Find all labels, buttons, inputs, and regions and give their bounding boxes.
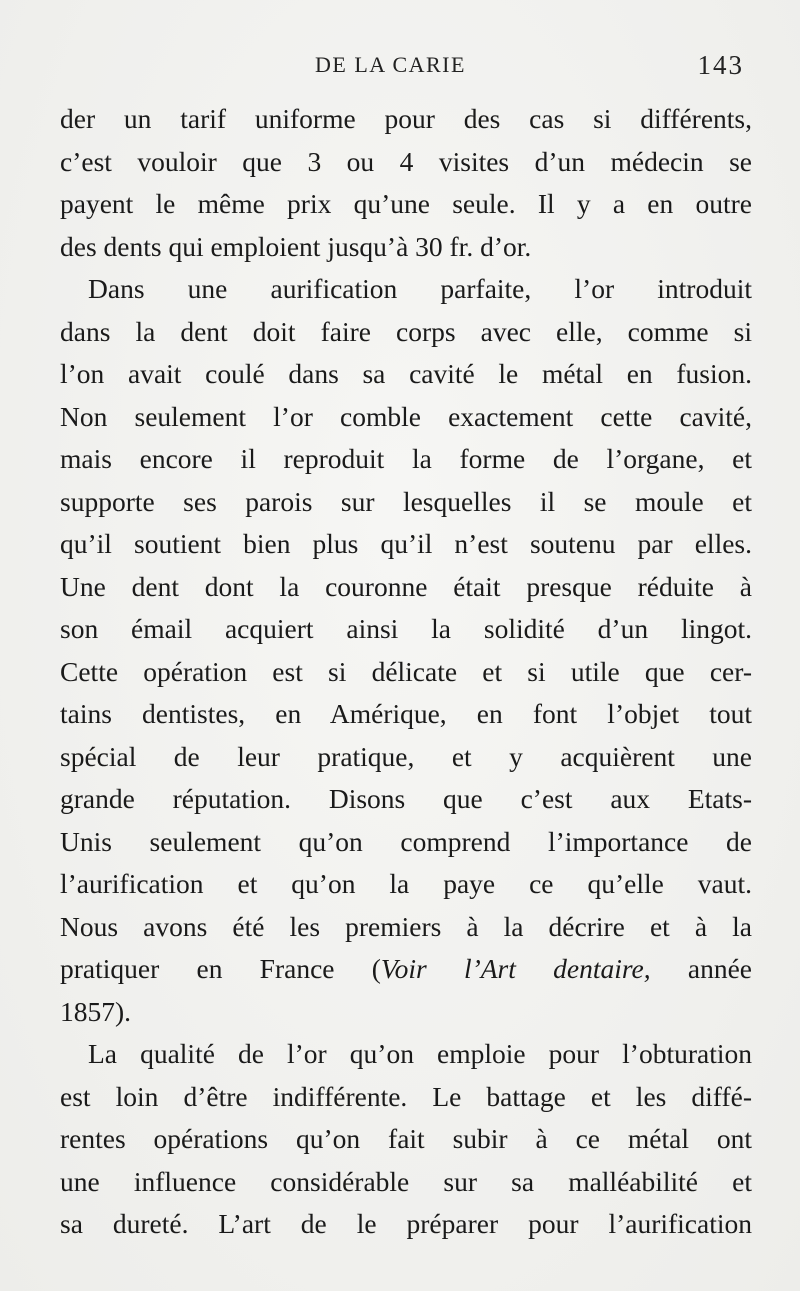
text-line: son émail acquiert ainsi la solidité d’un lingot. <box>60 613 752 644</box>
text-line: Non seulement l’or comble exactement cette cavité, <box>60 400 752 432</box>
citation-prefix: pratiquer en France ( <box>60 953 381 984</box>
text-line: rentes opérations qu’on fait subir à ce métal ont <box>60 1123 752 1154</box>
text-line: Cette opération est si délicate et si utile que cer- <box>60 655 752 687</box>
text-line-citation <box>60 948 752 991</box>
text-line: est loin d’être indifférente. Le battage et les diffé- <box>60 1080 752 1112</box>
text-line: des dents qui emploient jusqu’à 30 fr. d’or. <box>60 230 532 262</box>
text-line: der un tarif uniforme pour des cas si différents, <box>60 103 752 134</box>
text-line: mais encore il reproduit la forme de l’organe, et <box>60 443 752 474</box>
text-line: payent le même prix qu’une seule. Il y a en outre <box>60 188 752 219</box>
text-line: qu’il soutient bien plus qu’il n’est soutenu par elles. <box>60 528 752 559</box>
text-line: La qualité de l’or qu’on emploie pour l’obturation <box>88 1038 752 1069</box>
text-line: sa dureté. L’art de le préparer pour l’aurification <box>60 1208 752 1239</box>
text-line: tains dentistes, en Amérique, en font l’objet tout <box>60 698 752 729</box>
body-text <box>60 98 752 1246</box>
citation-title: Voir l’Art dentaire, <box>380 953 651 984</box>
running-head <box>60 0 752 100</box>
text-line: Nous avons été les premiers à la décrire et à la <box>60 910 752 942</box>
running-title: DE LA CARIE <box>315 52 466 77</box>
text-line: 1857). <box>60 995 132 1027</box>
text-line: spécial de leur pratique, et y acquièrent une <box>60 740 752 772</box>
citation-suffix: année <box>650 953 752 984</box>
page-number: 143 <box>697 50 744 80</box>
text-line: dans la dent doit faire corps avec elle, comme si <box>60 315 752 347</box>
text-line: Unis seulement qu’on comprend l’importance de <box>60 825 752 857</box>
text-line: l’aurification et qu’on la paye ce qu’elle vaut. <box>60 868 752 899</box>
text-line: supporte ses parois sur lesquelles il se moule et <box>60 485 752 517</box>
text-line: l’on avait coulé dans sa cavité le métal en fusion. <box>60 358 752 389</box>
text-line: grande réputation. Disons que c’est aux Etats- <box>60 783 752 814</box>
text-line: Une dent dont la couronne était presque réduite à <box>60 570 752 602</box>
text-line: Dans une aurification parfaite, l’or introduit <box>88 273 752 304</box>
text-line: une influence considérable sur sa malléabilité et <box>60 1165 752 1197</box>
text-line: c’est vouloir que 3 ou 4 visites d’un médecin se <box>60 145 752 177</box>
